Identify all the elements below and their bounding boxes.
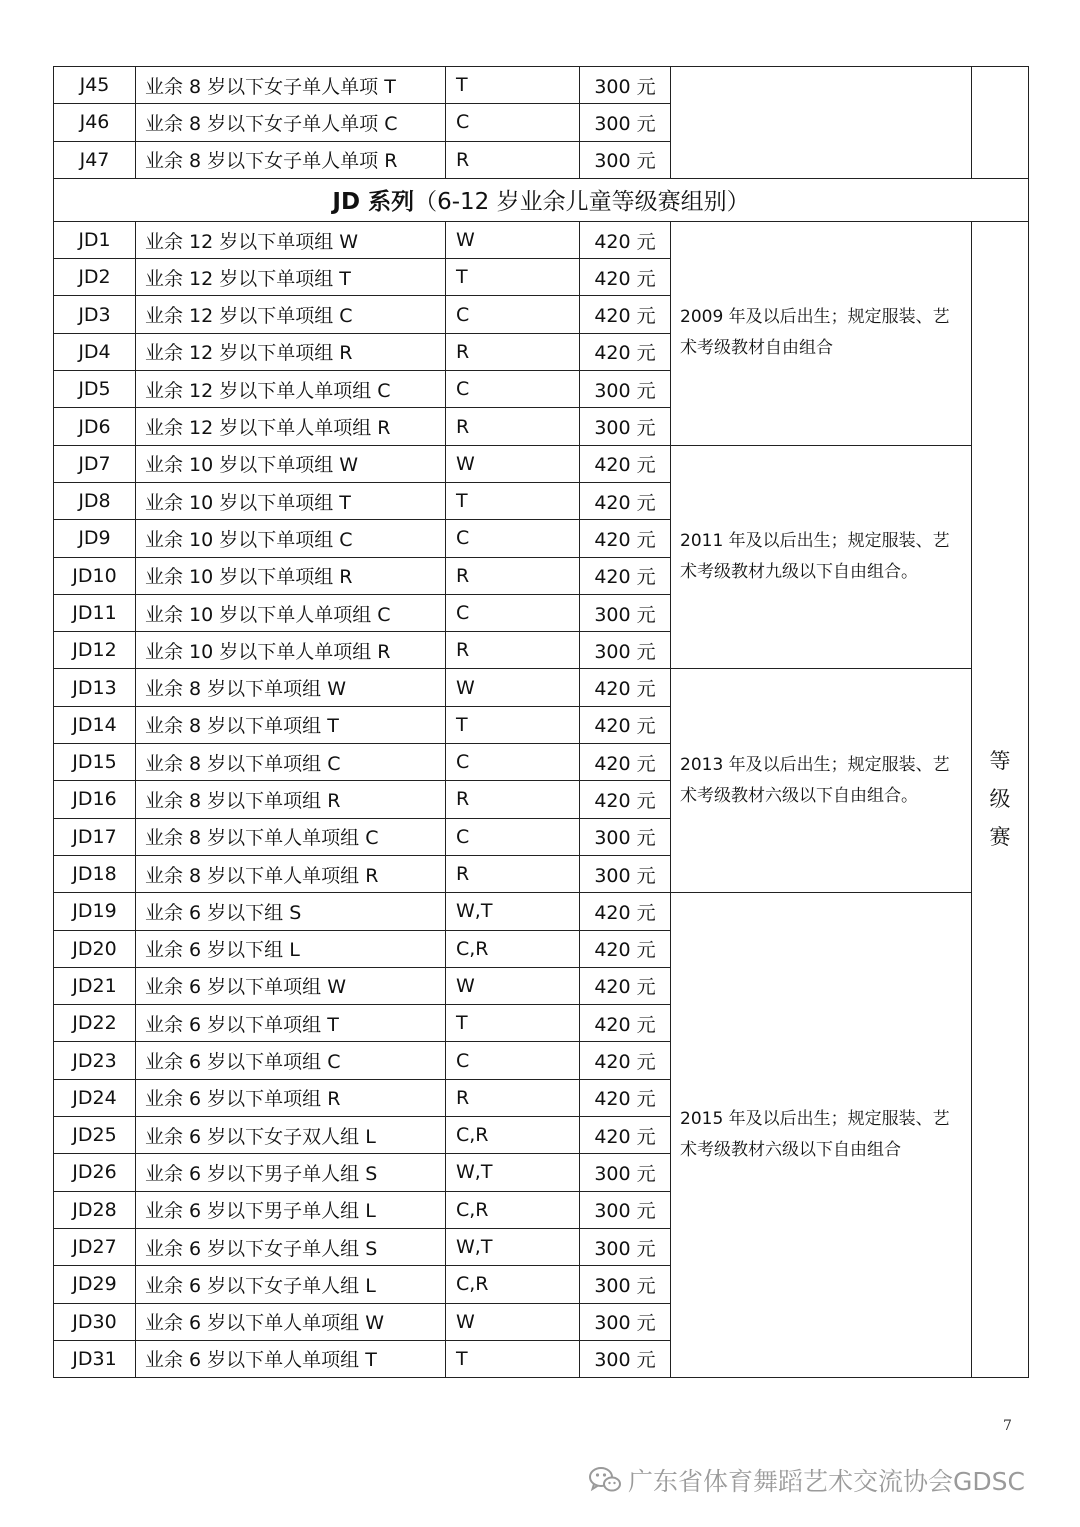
item-name: 业余 8 岁以下单人单项组 R (136, 855, 446, 892)
kind-cell-empty (972, 67, 1029, 179)
item-fee: 300 元 (580, 67, 671, 104)
item-dances: R (446, 408, 580, 445)
item-code: JD3 (54, 296, 136, 333)
item-name: 业余 6 岁以下单人单项组 T (136, 1340, 446, 1377)
item-code: JD27 (54, 1228, 136, 1265)
item-name: 业余 12 岁以下单项组 C (136, 296, 446, 333)
group-note: 2011 年及以后出生；规定服装、艺术考级教材九级以下自由组合。 (671, 445, 972, 669)
item-name: 业余 8 岁以下单项组 W (136, 669, 446, 706)
item-dances: W (446, 1303, 580, 1340)
item-fee: 420 元 (580, 221, 671, 258)
item-name: 业余 12 岁以下单项组 W (136, 221, 446, 258)
item-fee: 420 元 (580, 669, 671, 706)
item-name: 业余 8 岁以下单人单项组 C (136, 818, 446, 855)
item-fee: 420 元 (580, 1117, 671, 1154)
item-code: JD11 (54, 594, 136, 631)
item-name: 业余 6 岁以下男子单人组 S (136, 1154, 446, 1191)
item-code: JD18 (54, 855, 136, 892)
item-code: JD21 (54, 967, 136, 1004)
item-name: 业余 8 岁以下女子单人单项 T (136, 67, 446, 104)
item-fee: 420 元 (580, 744, 671, 781)
item-fee: 420 元 (580, 781, 671, 818)
item-fee: 300 元 (580, 1340, 671, 1377)
item-dances: W,T (446, 893, 580, 930)
item-name: 业余 12 岁以下单项组 T (136, 259, 446, 296)
item-code: JD13 (54, 669, 136, 706)
item-dances: C (446, 1042, 580, 1079)
item-fee: 420 元 (580, 333, 671, 370)
wechat-icon (588, 1465, 622, 1495)
item-dances: W (446, 669, 580, 706)
item-code: JD25 (54, 1117, 136, 1154)
item-dances: C,R (446, 1191, 580, 1228)
item-code: JD22 (54, 1005, 136, 1042)
section-subtitle: （6-12 岁业余儿童等级赛组别） (414, 189, 750, 216)
watermark-text: 广东省体育舞蹈艺术交流协会GDSC (628, 1467, 1025, 1496)
item-dances: R (446, 632, 580, 669)
item-code: JD15 (54, 744, 136, 781)
table-row (54, 893, 1029, 930)
section-header (54, 178, 1029, 221)
item-dances: R (446, 557, 580, 594)
item-fee: 300 元 (580, 594, 671, 631)
item-code: JD9 (54, 520, 136, 557)
item-code: JD2 (54, 259, 136, 296)
item-fee: 420 元 (580, 967, 671, 1004)
item-name: 业余 6 岁以下组 S (136, 893, 446, 930)
item-fee: 420 元 (580, 893, 671, 930)
item-dances: T (446, 259, 580, 296)
item-name: 业余 8 岁以下单项组 C (136, 744, 446, 781)
item-name: 业余 6 岁以下单项组 T (136, 1005, 446, 1042)
item-name: 业余 10 岁以下单项组 R (136, 557, 446, 594)
item-code: JD29 (54, 1266, 136, 1303)
item-name: 业余 12 岁以下单项组 R (136, 333, 446, 370)
item-name: 业余 10 岁以下单人单项组 C (136, 594, 446, 631)
competition-table (53, 66, 1029, 1378)
item-dances: W (446, 445, 580, 482)
item-name: 业余 10 岁以下单人单项组 R (136, 632, 446, 669)
item-code: JD7 (54, 445, 136, 482)
item-name: 业余 6 岁以下单项组 W (136, 967, 446, 1004)
item-dances: C (446, 520, 580, 557)
item-code: JD24 (54, 1079, 136, 1116)
item-name: 业余 6 岁以下单项组 R (136, 1079, 446, 1116)
item-dances: C (446, 744, 580, 781)
item-dances: C,R (446, 1117, 580, 1154)
item-name: 业余 6 岁以下组 L (136, 930, 446, 967)
item-fee: 300 元 (580, 1266, 671, 1303)
item-dances: W,T (446, 1154, 580, 1191)
item-fee: 300 元 (580, 408, 671, 445)
item-name: 业余 8 岁以下女子单人单项 C (136, 104, 446, 141)
item-fee: 300 元 (580, 855, 671, 892)
table-row (54, 445, 1029, 482)
item-name: 业余 6 岁以下女子单人组 S (136, 1228, 446, 1265)
item-code: JD26 (54, 1154, 136, 1191)
item-code: J46 (54, 104, 136, 141)
item-fee: 420 元 (580, 1005, 671, 1042)
item-code: JD6 (54, 408, 136, 445)
item-code: JD5 (54, 371, 136, 408)
item-dances: W,T (446, 1228, 580, 1265)
item-fee: 420 元 (580, 1079, 671, 1116)
item-fee: 420 元 (580, 706, 671, 743)
item-dances: R (446, 1079, 580, 1116)
item-name: 业余 6 岁以下单项组 C (136, 1042, 446, 1079)
item-code: JD14 (54, 706, 136, 743)
item-name: 业余 6 岁以下单人单项组 W (136, 1303, 446, 1340)
item-fee: 420 元 (580, 445, 671, 482)
item-code: JD10 (54, 557, 136, 594)
item-code: JD4 (54, 333, 136, 370)
item-code: JD20 (54, 930, 136, 967)
item-fee: 420 元 (580, 1042, 671, 1079)
item-dances: C (446, 296, 580, 333)
item-name: 业余 12 岁以下单人单项组 C (136, 371, 446, 408)
item-fee: 300 元 (580, 1228, 671, 1265)
item-name: 业余 10 岁以下单项组 T (136, 482, 446, 519)
item-code: J47 (54, 141, 136, 178)
item-fee: 300 元 (580, 1154, 671, 1191)
item-code: JD28 (54, 1191, 136, 1228)
item-fee: 300 元 (580, 1191, 671, 1228)
item-code: JD23 (54, 1042, 136, 1079)
item-code: JD8 (54, 482, 136, 519)
item-name: 业余 6 岁以下男子单人组 L (136, 1191, 446, 1228)
item-code: JD31 (54, 1340, 136, 1377)
table-row (54, 669, 1029, 706)
item-dances: T (446, 1005, 580, 1042)
item-dances: R (446, 333, 580, 370)
item-code: JD17 (54, 818, 136, 855)
item-code: JD30 (54, 1303, 136, 1340)
item-name: 业余 10 岁以下单项组 W (136, 445, 446, 482)
item-fee: 300 元 (580, 1303, 671, 1340)
item-dances: C (446, 818, 580, 855)
item-code: JD19 (54, 893, 136, 930)
item-code: JD1 (54, 221, 136, 258)
note-cell-empty (671, 67, 972, 179)
section-header-row (54, 178, 1029, 221)
item-fee: 300 元 (580, 371, 671, 408)
group-note: 2013 年及以后出生；规定服装、艺术考级教材六级以下自由组合。 (671, 669, 972, 893)
item-fee: 420 元 (580, 520, 671, 557)
item-dances: C (446, 104, 580, 141)
item-name: 业余 8 岁以下女子单人单项 R (136, 141, 446, 178)
item-dances: R (446, 141, 580, 178)
item-fee: 300 元 (580, 818, 671, 855)
page-number: 7 (1003, 1418, 1012, 1434)
item-name: 业余 8 岁以下单项组 R (136, 781, 446, 818)
item-dances: T (446, 1340, 580, 1377)
item-name: 业余 6 岁以下女子单人组 L (136, 1266, 446, 1303)
item-dances: R (446, 781, 580, 818)
item-dances: C,R (446, 930, 580, 967)
item-name: 业余 8 岁以下单项组 T (136, 706, 446, 743)
item-code: J45 (54, 67, 136, 104)
table-row (54, 221, 1029, 258)
item-dances: W (446, 967, 580, 1004)
table-row (54, 67, 1029, 104)
group-note: 2015 年及以后出生；规定服装、艺术考级教材六级以下自由组合 (671, 893, 972, 1378)
section-series: JD 系列 (332, 189, 415, 216)
item-fee: 420 元 (580, 557, 671, 594)
item-code: JD12 (54, 632, 136, 669)
item-dances: T (446, 482, 580, 519)
item-dances: R (446, 855, 580, 892)
item-fee: 300 元 (580, 141, 671, 178)
item-fee: 420 元 (580, 259, 671, 296)
competition-kind-label: 等级赛 (989, 749, 1011, 850)
group-note: 2009 年及以后出生；规定服装、艺术考级教材自由组合 (671, 221, 972, 445)
item-name: 业余 10 岁以下单项组 C (136, 520, 446, 557)
watermark (588, 1462, 1025, 1498)
item-code: JD16 (54, 781, 136, 818)
item-dances: C (446, 594, 580, 631)
item-fee: 300 元 (580, 632, 671, 669)
item-dances: C (446, 371, 580, 408)
item-dances: C,R (446, 1266, 580, 1303)
item-dances: T (446, 706, 580, 743)
item-fee: 420 元 (580, 930, 671, 967)
item-fee: 420 元 (580, 296, 671, 333)
competition-kind (972, 221, 1029, 1377)
item-name: 业余 6 岁以下女子双人组 L (136, 1117, 446, 1154)
item-fee: 420 元 (580, 482, 671, 519)
item-name: 业余 12 岁以下单人单项组 R (136, 408, 446, 445)
item-fee: 300 元 (580, 104, 671, 141)
item-dances: W (446, 221, 580, 258)
item-dances: T (446, 67, 580, 104)
